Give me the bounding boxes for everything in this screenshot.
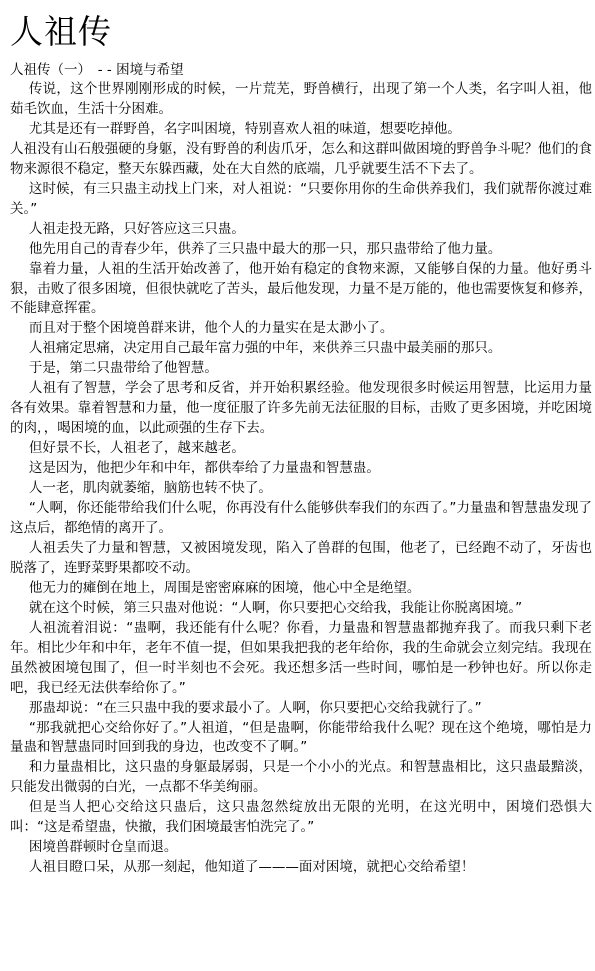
story-paragraph: 人祖走投无路，只好答应这三只蛊。 [28,220,245,237]
story-paragraph: 那蛊却说：“在三只蛊中我的要求最小了。人啊，你只要把心交给我就行了。” [28,699,482,716]
story-paragraph: 这时候，有三只蛊主动找上门来，对人祖说：“只要你用你的生命供养我们，我们就帮你渡过难关。” [10,180,592,217]
story-paragraph: 而且对于整个困境兽群来讲，他个人的力量实在是太渺小了。 [28,320,394,337]
story-paragraph: 人祖目瞪口呆，从那一刻起，他知道了———面对困境，就把心交给希望！ [28,859,475,876]
story-body [10,80,592,878]
story-paragraph: 尤其是还有一群野兽，名字叫困境，特别喜欢人祖的味道，想要吃掉他。 [28,120,461,137]
story-paragraph: 人祖丢失了力量和智慧，又被困境发现，陷入了兽群的包围，他老了，已经跑不动了，牙齿也脱落了，连野菜野果都咬不动。 [10,539,592,576]
story-paragraph: 就在这个时候，第三只蛊对他说：“人啊，你只要把心交给我，我能让你脱离困境。” [28,599,523,616]
story-paragraph: 他先用自己的青春少年，供养了三只蛊中最大的那一只，那只蛊带给了他力量。 [28,240,502,257]
chapter-subtitle: 人祖传（一） - - 困境与希望 [10,62,184,78]
story-paragraph: 但好景不长，人祖老了，越来越老。 [28,440,245,457]
story-paragraph: 和力量蛊相比，这只蛊的身躯最孱弱，只是一个小小的光点。和智慧蛊相比，这只蛊最黯淡，只能发出微弱的白光，一点都不华美绚丽。 [10,759,592,796]
story-paragraph: 传说，这个世界刚刚形成的时候，一片荒芜，野兽横行，出现了第一个人类，名字叫人祖，他茹毛饮血，生活十分困难。 [10,81,592,117]
story-paragraph: “那我就把心交给你好了。”人祖道，“但是蛊啊，你能带给我什么呢？现在这个绝境，哪怕是力量蛊和智慧蛊同时回到我的身边，也改变不了啊。” [10,719,592,756]
story-paragraph: 这是因为，他把少年和中年，都供奉给了力量蛊和智慧蛊。 [28,460,380,477]
story-paragraph: 人祖流着泪说：“蛊啊，我还能有什么呢？你看，力量蛊和智慧蛊都抛弃我了。而我只剩下老年。相比少年和中年，老年不值一提，但如果我把我的老年给你，我的生命就会立刻完结。我现在虽然被困境包围了，但一时半刻也不会死。我还想多活一些时间，哪怕是一秒钟也好。所以你走吧，我已经无法供奉给你了。” [10,619,592,696]
story-paragraph: 他无力的瘫倒在地上，周围是密密麻麻的困境，他心中全是绝望。 [28,579,421,596]
story-paragraph: 人一老，肌肉就萎缩，脑筋也转不快了。 [28,480,272,497]
story-paragraph: 困境兽群顿时仓皇而退。 [28,839,178,856]
document-title: 人祖传 [10,12,112,51]
story-paragraph: 人祖没有山石般强硬的身躯，没有野兽的利齿爪牙，怎么和这群叫做困境的野兽争斗呢？他们的食物来源很不稳定，整天东躲西藏，处在大自然的底端，几乎就要生活不下去了。 [10,140,592,177]
story-paragraph: 于是，第二只蛊带给了他智慧。 [28,360,218,377]
story-paragraph: 人祖有了智慧，学会了思考和反省，并开始积累经验。他发现很多时候运用智慧，比运用力量各有效果。靠着智慧和力量，他一度征服了许多先前无法征服的目标，击败了更多困境，并吃困境的肉，，喝困境的血，以此顽强的生存下去。 [10,380,592,437]
story-paragraph: 但是当人把心交给这只蛊后，这只蛊忽然绽放出无限的光明，在这光明中，困境们恐惧大叫：“这是希望蛊，快撤，我们困境最害怕洗完了。” [10,799,592,836]
story-paragraph: 人祖痛定思痛，决定用自己最年富力强的中年，来供养三只蛊中最美丽的那只。 [28,340,502,357]
story-paragraph: “人啊，你还能带给我们什么呢，你再没有什么能够供奉我们的东西了。”力量蛊和智慧蛊发现了这点后，都绝情的离开了。 [10,500,592,536]
story-paragraph: 靠着力量，人祖的生活开始改善了，他开始有稳定的食物来源，又能够自保的力量。他好勇斗狠，击败了很多困境，但很快就吃了苦头，最后他发现，力量不是万能的，他也需要恢复和修养，不能肆意挥霍。 [10,260,592,317]
